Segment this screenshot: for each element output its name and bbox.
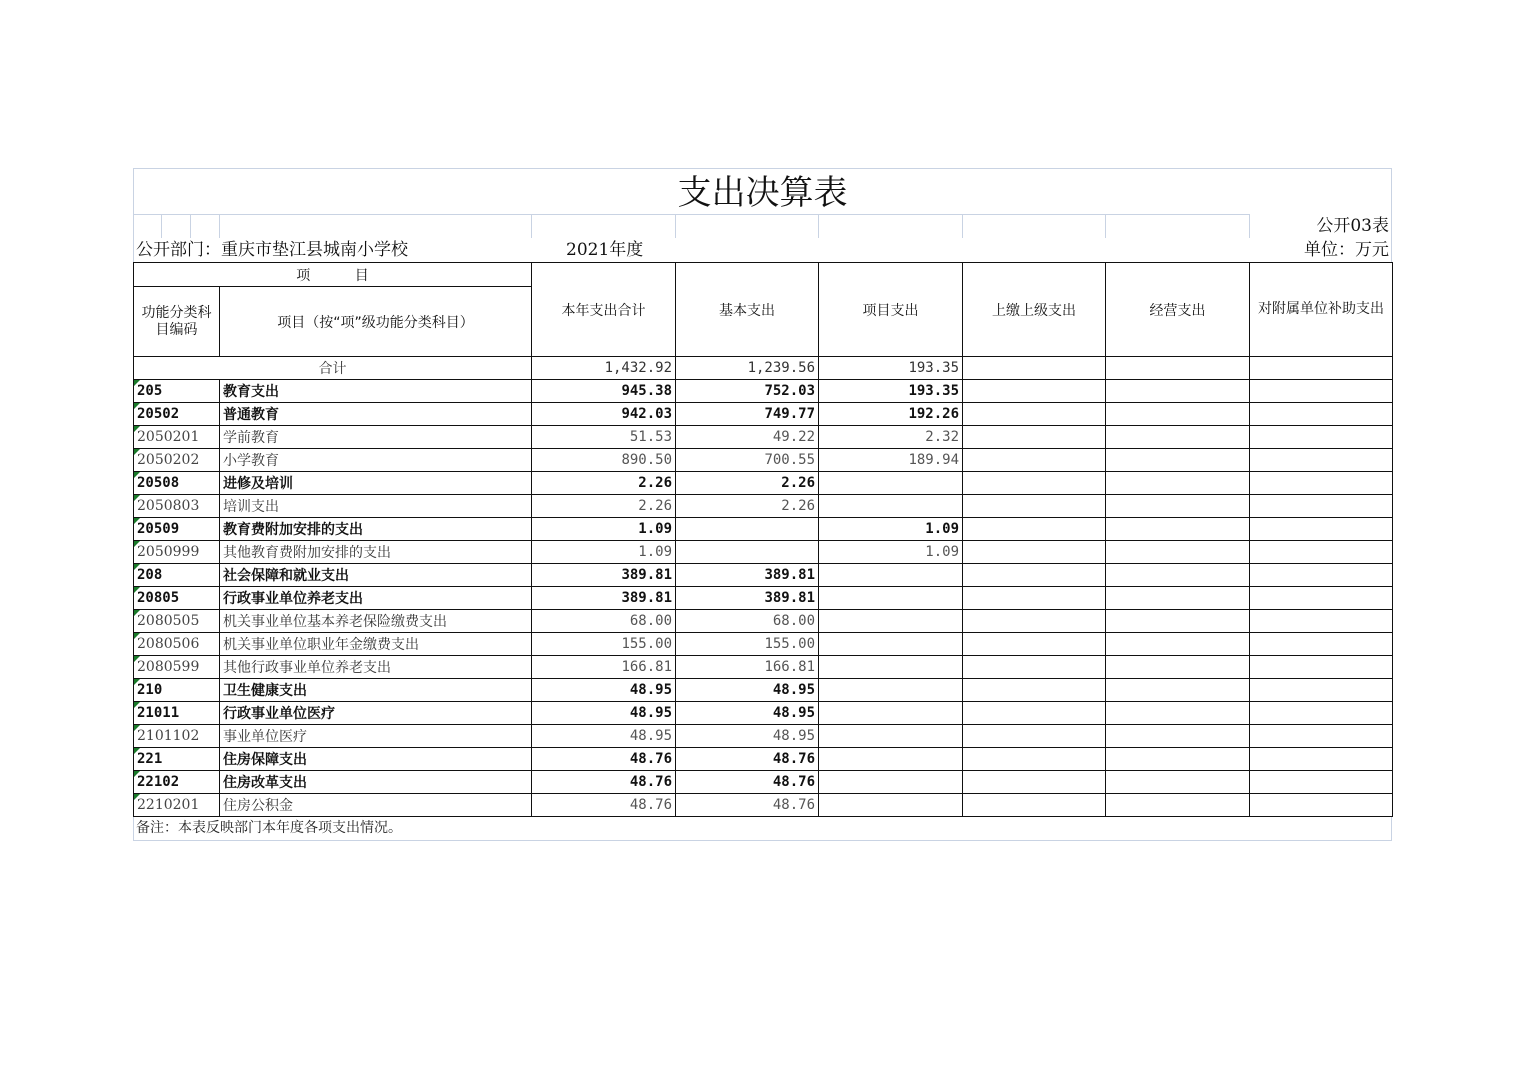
table-row [134,748,1393,771]
row-business[interactable] [1106,725,1250,748]
row-upper[interactable] [963,633,1106,656]
row-total[interactable]: 942.03 [532,403,676,426]
row-total[interactable]: 890.50 [532,449,676,472]
row-total[interactable]: 68.00 [532,610,676,633]
total-project[interactable]: 193.35 [819,357,963,380]
row-project[interactable] [819,587,963,610]
year-label: 2021年度 [566,240,644,260]
row-basic[interactable]: 752.03 [676,380,819,403]
row-code[interactable]: 208 [134,564,220,587]
row-business[interactable] [1106,472,1250,495]
row-basic[interactable]: 700.55 [676,449,819,472]
row-project[interactable] [819,725,963,748]
row-code[interactable]: 2080505 [134,610,220,633]
row-project[interactable] [819,656,963,679]
row-total[interactable]: 48.95 [532,725,676,748]
row-name[interactable]: 行政事业单位医疗 [220,702,532,725]
row-upper[interactable] [963,495,1106,518]
row-subsidy[interactable] [1250,403,1393,426]
row-subsidy[interactable] [1250,449,1393,472]
row-name[interactable]: 教育支出 [220,380,532,403]
row-basic[interactable]: 48.95 [676,725,819,748]
table-row [134,449,1393,472]
header-basic: 基本支出 [676,263,819,357]
grid-cell[interactable] [220,214,532,238]
row-subsidy[interactable] [1250,725,1393,748]
footnote: 备注：本表反映部门本年度各项支出情况。 [133,817,1392,841]
table-row [134,633,1393,656]
row-business[interactable] [1106,794,1250,817]
row-business[interactable] [1106,426,1250,449]
total-basic[interactable]: 1,239.56 [676,357,819,380]
row-basic[interactable]: 749.77 [676,403,819,426]
row-project[interactable] [819,633,963,656]
grid-cell[interactable] [134,214,162,238]
row-project[interactable] [819,702,963,725]
row-code[interactable]: 20805 [134,587,220,610]
header-subsidy: 对附属单位补助支出 [1250,263,1393,357]
row-subsidy[interactable] [1250,426,1393,449]
row-project[interactable]: 2.32 [819,426,963,449]
row-upper[interactable] [963,426,1106,449]
row-code[interactable]: 221 [134,748,220,771]
row-subsidy[interactable] [1250,794,1393,817]
table-row [134,472,1393,495]
grid-cell[interactable] [963,214,1106,238]
row-basic[interactable]: 68.00 [676,610,819,633]
total-upper[interactable] [963,357,1106,380]
row-total[interactable]: 389.81 [532,587,676,610]
table-row [134,564,1393,587]
row-business[interactable] [1106,771,1250,794]
row-name[interactable]: 卫生健康支出 [220,679,532,702]
row-total[interactable]: 48.76 [532,771,676,794]
row-basic[interactable]: 2.26 [676,472,819,495]
row-subsidy[interactable] [1250,771,1393,794]
row-business[interactable] [1106,656,1250,679]
row-basic[interactable]: 48.76 [676,771,819,794]
spreadsheet [133,168,1392,841]
grid-cell[interactable] [676,214,819,238]
row-total[interactable]: 945.38 [532,380,676,403]
row-upper[interactable] [963,564,1106,587]
row-business[interactable] [1106,380,1250,403]
row-basic[interactable] [676,518,819,541]
row-business[interactable] [1106,449,1250,472]
row-total[interactable]: 166.81 [532,656,676,679]
row-business[interactable] [1106,518,1250,541]
row-name[interactable]: 其他教育费附加安排的支出 [220,541,532,564]
row-code[interactable]: 20509 [134,518,220,541]
row-upper[interactable] [963,771,1106,794]
row-name[interactable]: 机关事业单位基本养老保险缴费支出 [220,610,532,633]
row-code[interactable]: 20508 [134,472,220,495]
table-row [134,725,1393,748]
row-business[interactable] [1106,403,1250,426]
row-business[interactable] [1106,610,1250,633]
row-name[interactable]: 社会保障和就业支出 [220,564,532,587]
page-title: 支出决算表 [133,168,1392,214]
row-name[interactable]: 教育费附加安排的支出 [220,518,532,541]
row-upper[interactable] [963,679,1106,702]
row-upper[interactable] [963,610,1106,633]
row-project[interactable] [819,794,963,817]
row-project[interactable]: 189.94 [819,449,963,472]
row-name[interactable]: 学前教育 [220,426,532,449]
table-row [134,587,1393,610]
expenditure-table [133,262,1393,817]
table-row [134,771,1393,794]
row-project[interactable] [819,748,963,771]
row-subsidy[interactable] [1250,564,1393,587]
row-business[interactable] [1106,633,1250,656]
grid-cell[interactable] [162,214,191,238]
table-row [134,380,1393,403]
grid-cell[interactable] [191,214,220,238]
total-label[interactable]: 合计 [134,357,532,380]
row-code[interactable]: 22102 [134,771,220,794]
row-project[interactable] [819,679,963,702]
header-project-group: 项 目 [134,263,532,287]
row-code[interactable]: 20502 [134,403,220,426]
row-basic[interactable]: 166.81 [676,656,819,679]
row-basic[interactable]: 49.22 [676,426,819,449]
table-body [134,357,1393,817]
row-name[interactable]: 行政事业单位养老支出 [220,587,532,610]
row-total[interactable]: 2.26 [532,495,676,518]
row-project[interactable] [819,472,963,495]
table-row [134,679,1393,702]
row-subsidy[interactable] [1250,748,1393,771]
row-code[interactable]: 210 [134,679,220,702]
row-business[interactable] [1106,495,1250,518]
row-name[interactable]: 事业单位医疗 [220,725,532,748]
row-basic[interactable]: 155.00 [676,633,819,656]
row-basic[interactable]: 48.76 [676,794,819,817]
row-code[interactable]: 2050803 [134,495,220,518]
header-upper: 上缴上级支出 [963,263,1106,357]
department-label: 公开部门：重庆市垫江县城南小学校 [136,240,408,260]
table-row [134,518,1393,541]
total-total[interactable]: 1,432.92 [532,357,676,380]
row-total[interactable]: 155.00 [532,633,676,656]
row-upper[interactable] [963,403,1106,426]
row-subsidy[interactable] [1250,656,1393,679]
header-business: 经营支出 [1106,263,1250,357]
row-total[interactable]: 48.95 [532,702,676,725]
header-total: 本年支出合计 [532,263,676,357]
row-code[interactable]: 2050999 [134,541,220,564]
table-row [134,656,1393,679]
grid-cell[interactable] [532,214,676,238]
info-row [133,238,1392,262]
row-basic[interactable]: 389.81 [676,564,819,587]
row-upper[interactable] [963,449,1106,472]
table-row [134,495,1393,518]
row-basic[interactable]: 2.26 [676,495,819,518]
row-project[interactable] [819,564,963,587]
header-project: 项目支出 [819,263,963,357]
row-total[interactable]: 48.95 [532,679,676,702]
row-upper[interactable] [963,702,1106,725]
row-subsidy[interactable] [1250,495,1393,518]
row-project[interactable]: 1.09 [819,518,963,541]
grid-cell[interactable] [1106,214,1250,238]
row-name[interactable]: 普通教育 [220,403,532,426]
grid-cell[interactable] [819,214,963,238]
row-subsidy[interactable] [1250,702,1393,725]
row-basic[interactable]: 48.76 [676,748,819,771]
table-number-row [133,214,1392,238]
row-subsidy[interactable] [1250,472,1393,495]
row-upper[interactable] [963,472,1106,495]
table-row [134,794,1393,817]
table-row [134,702,1393,725]
row-basic[interactable] [676,541,819,564]
total-subsidy[interactable] [1250,357,1393,380]
row-upper[interactable] [963,656,1106,679]
row-business[interactable] [1106,702,1250,725]
row-project[interactable]: 193.35 [819,380,963,403]
row-code[interactable]: 205 [134,380,220,403]
table-row [134,610,1393,633]
row-name[interactable]: 住房改革支出 [220,771,532,794]
row-code[interactable]: 21011 [134,702,220,725]
row-code[interactable]: 2050202 [134,449,220,472]
row-subsidy[interactable] [1250,633,1393,656]
row-total[interactable]: 48.76 [532,794,676,817]
row-project[interactable] [819,771,963,794]
row-code[interactable]: 2050201 [134,426,220,449]
row-name[interactable]: 进修及培训 [220,472,532,495]
row-code[interactable]: 2080506 [134,633,220,656]
table-row [134,403,1393,426]
row-name[interactable]: 其他行政事业单位养老支出 [220,656,532,679]
table-number: 公开03表 [1316,216,1389,236]
unit-label: 单位：万元 [1304,240,1389,260]
row-upper[interactable] [963,587,1106,610]
row-total[interactable]: 1.09 [532,541,676,564]
row-basic[interactable]: 389.81 [676,587,819,610]
row-code[interactable]: 2210201 [134,794,220,817]
row-name[interactable]: 机关事业单位职业年金缴费支出 [220,633,532,656]
table-row [134,426,1393,449]
row-upper[interactable] [963,380,1106,403]
row-business[interactable] [1106,748,1250,771]
row-project[interactable]: 1.09 [819,541,963,564]
row-name[interactable]: 培训支出 [220,495,532,518]
total-row [134,357,1393,380]
row-name[interactable]: 住房公积金 [220,794,532,817]
header-name: 项目（按“项”级功能分类科目） [220,287,532,357]
row-subsidy[interactable] [1250,610,1393,633]
row-total[interactable]: 389.81 [532,564,676,587]
row-upper[interactable] [963,725,1106,748]
row-upper[interactable] [963,518,1106,541]
row-code[interactable]: 2101102 [134,725,220,748]
row-name[interactable]: 小学教育 [220,449,532,472]
header-code: 功能分类科目编码 [134,287,220,357]
row-business[interactable] [1106,564,1250,587]
total-business[interactable] [1106,357,1250,380]
row-total[interactable]: 2.26 [532,472,676,495]
row-business[interactable] [1106,587,1250,610]
row-upper[interactable] [963,541,1106,564]
row-total[interactable]: 51.53 [532,426,676,449]
row-project[interactable] [819,610,963,633]
row-upper[interactable] [963,748,1106,771]
row-project[interactable] [819,495,963,518]
row-upper[interactable] [963,794,1106,817]
table-row [134,541,1393,564]
row-subsidy[interactable] [1250,380,1393,403]
row-business[interactable] [1106,541,1250,564]
row-subsidy[interactable] [1250,518,1393,541]
row-code[interactable]: 2080599 [134,656,220,679]
row-total[interactable]: 1.09 [532,518,676,541]
row-name[interactable]: 住房保障支出 [220,748,532,771]
row-business[interactable] [1106,679,1250,702]
row-basic[interactable]: 48.95 [676,702,819,725]
row-subsidy[interactable] [1250,541,1393,564]
row-total[interactable]: 48.76 [532,748,676,771]
row-project[interactable]: 192.26 [819,403,963,426]
row-subsidy[interactable] [1250,587,1393,610]
row-subsidy[interactable] [1250,679,1393,702]
row-basic[interactable]: 48.95 [676,679,819,702]
